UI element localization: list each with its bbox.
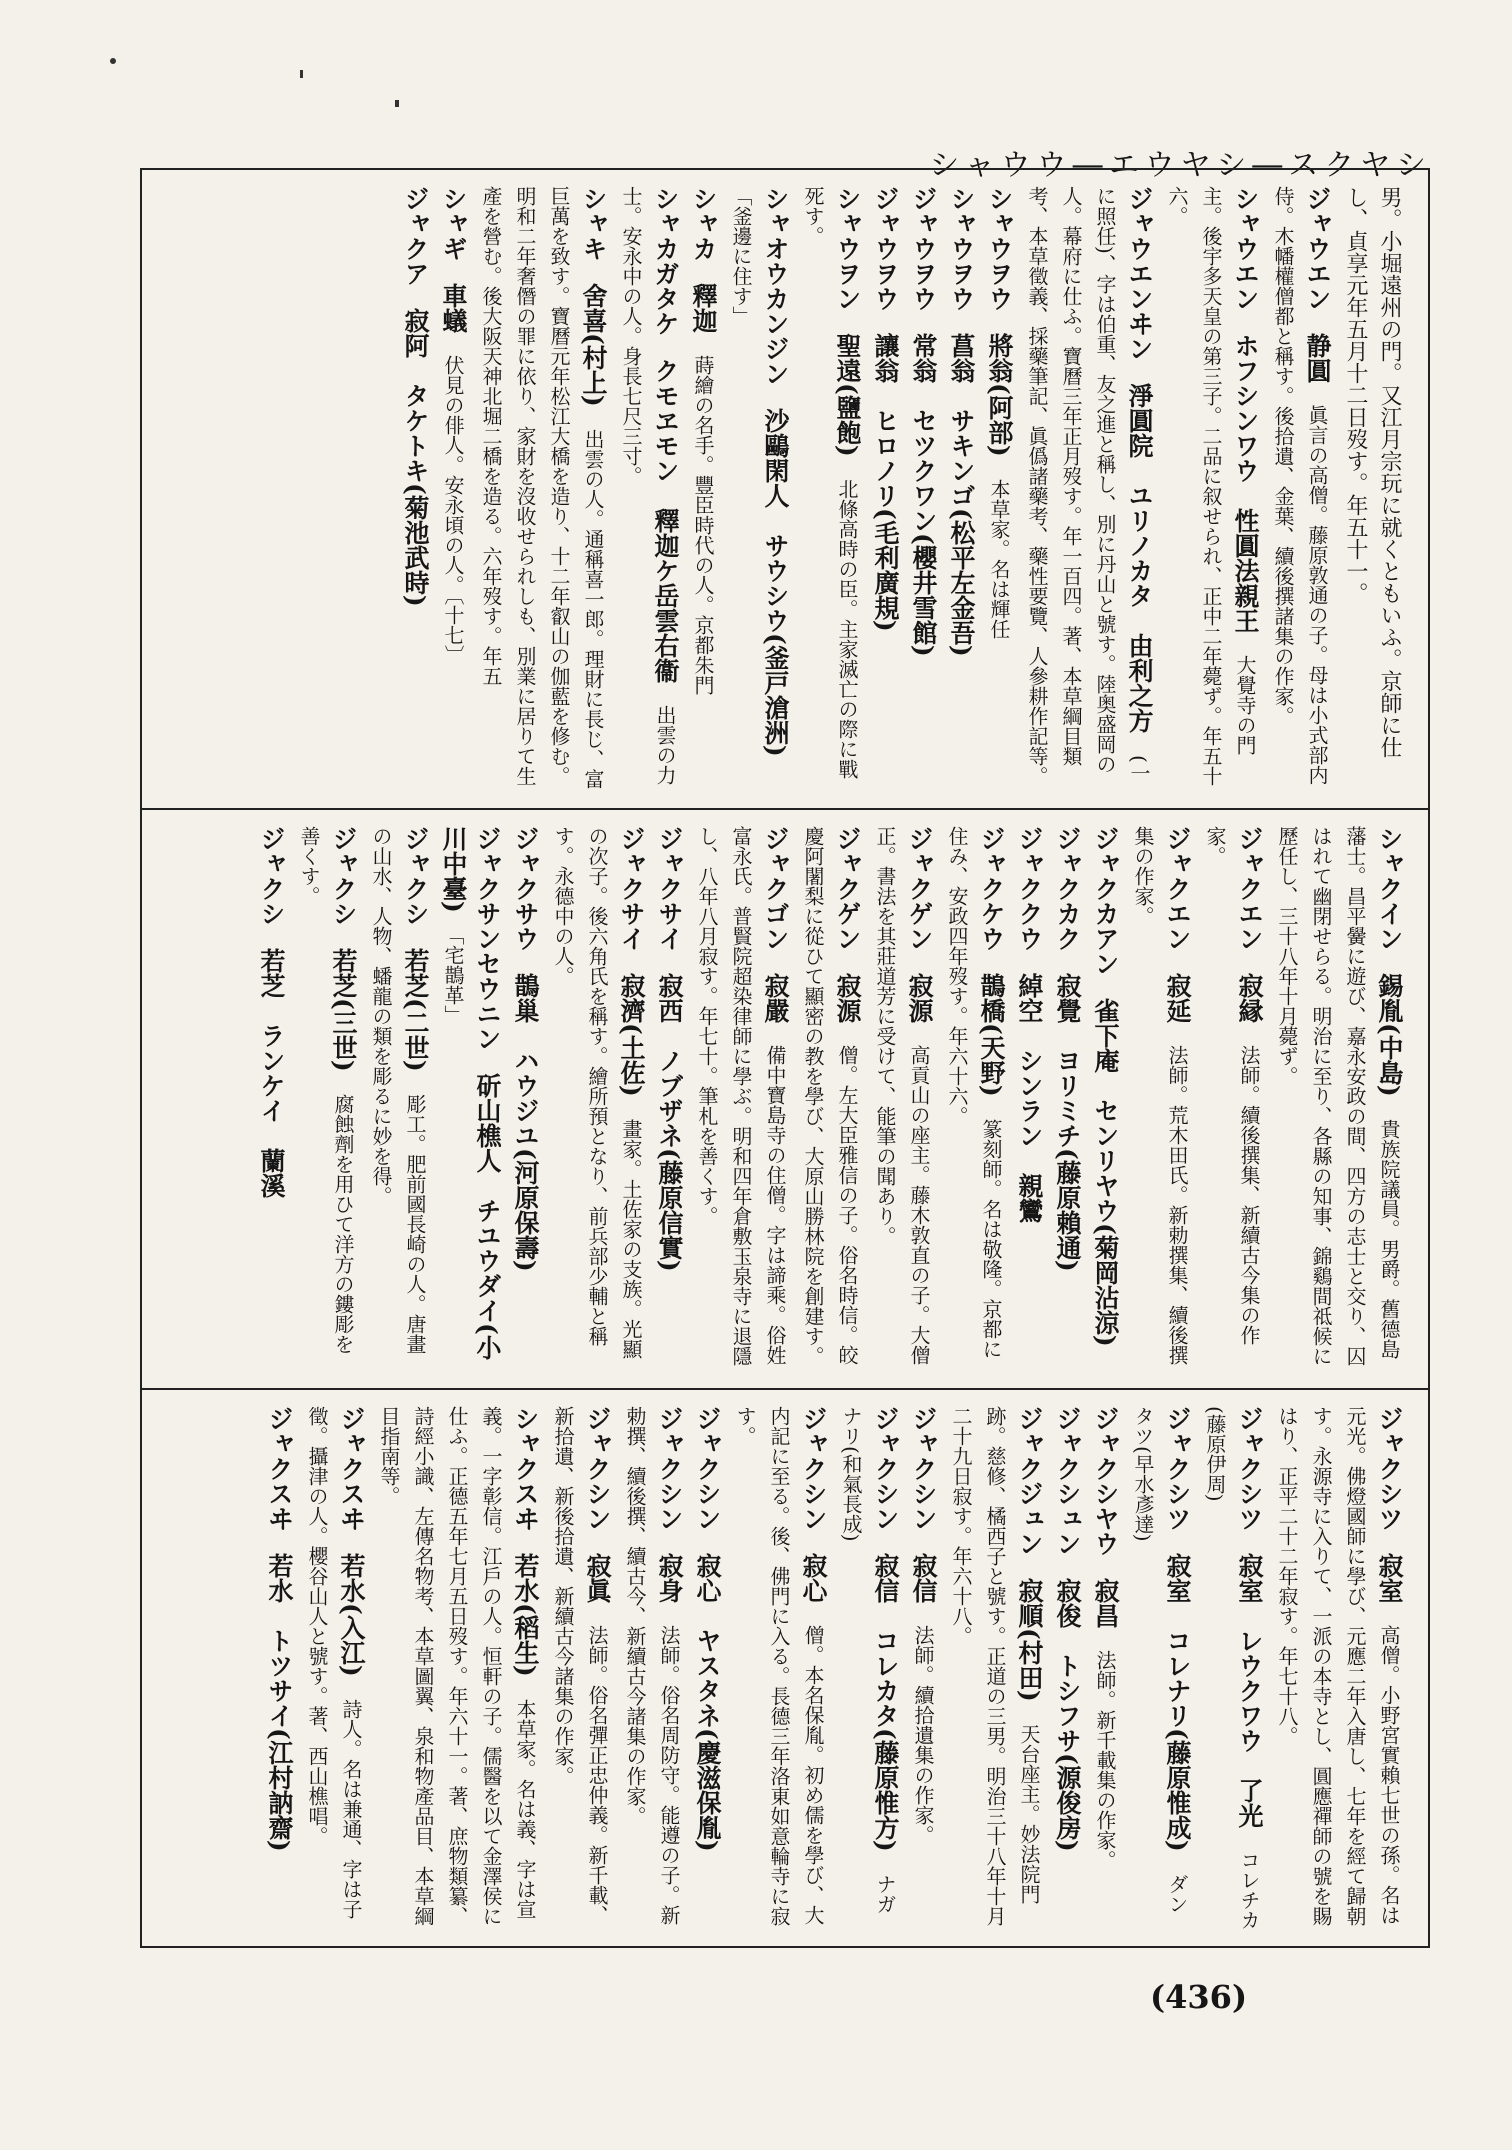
dictionary-entry: [1088, 826, 1122, 1372]
entry-head: ジャクシ: [257, 826, 286, 926]
dictionary-entry: [1266, 186, 1334, 792]
entry-note: 貴族院議員。男爵。舊德島藩士。昌平黌に遊び、嘉永安政の間、四方の志士と交り、囚はれて幽閉せらる。明治に至り、各縣の知事、錦鷄間祗候に歷任し、三十八年十月薨ず。: [1275, 826, 1401, 1366]
entry-head: シャクイン: [1375, 826, 1404, 951]
entry-note: ダンタツ(早水彥達): [1131, 1406, 1189, 1914]
dictionary-entry: [614, 186, 682, 792]
entry-name: 錫胤(中島): [1375, 973, 1404, 1097]
entry-note: 詩人。名は兼通、字は子徵。攝津の人。櫻谷山人と號す。著、西山樵唱。: [305, 1406, 363, 1919]
entry-head: シャギ: [439, 186, 468, 261]
entry-head: ジャクシヤウ: [1091, 1406, 1120, 1556]
entry-head: シャウヲウ: [947, 186, 976, 311]
entry-name: 綽空 シンラン 親鸞: [1015, 973, 1044, 1223]
entry-head: ジャウエン: [1303, 186, 1332, 311]
entry-head: シャカ: [689, 186, 718, 261]
entry-head: ジャクゲン: [833, 826, 862, 951]
entry-note: 高貢山の座主。藤木敦直の子。大僧正。書法を其莊道芳に受けて、能筆の聞あり。: [873, 826, 931, 1365]
text-band-top: [142, 170, 1428, 810]
dictionary-entry: [1198, 1406, 1266, 1930]
dictionary-entry: [868, 826, 936, 1372]
entry-name: 寂西 ノブザネ(藤原信實): [655, 973, 684, 1272]
entry-name: 釋迦: [689, 283, 718, 333]
entry-note: 法師。荒木田氏。新勅撰集、續後撰集の作家。: [1131, 826, 1189, 1365]
entry-head: ジャクシュン: [1053, 1406, 1082, 1556]
dictionary-entry: [1270, 1406, 1406, 1930]
dictionary-entry: [724, 186, 792, 792]
entry-name: 寂覺 ヨリミチ(藤原賴通): [1053, 973, 1082, 1272]
entry-head: ジャクシツ: [1235, 1406, 1264, 1531]
dictionary-entry: [474, 186, 610, 792]
entry-head: ジャクシツ: [1163, 1406, 1192, 1531]
entry-head: ジャウエンヰン: [1125, 186, 1154, 361]
dictionary-entry: [1126, 826, 1194, 1372]
dictionary-entry: [728, 1406, 830, 1930]
dictionary-entry: [398, 186, 432, 792]
entry-head: ジャウヲウ: [909, 186, 938, 311]
page-frame: [140, 168, 1430, 1948]
scan-speck: [110, 58, 116, 64]
entry-name: 聖遠(鹽飽): [833, 333, 862, 457]
entry-name: 車蟻: [439, 283, 468, 333]
dictionary-entry: [1020, 186, 1156, 792]
entry-note: 法師。俗名周防守。能遵の子。新勅撰、續後撰、續古今、新續古今諸集の作家。: [623, 1406, 681, 1925]
entry-head: ジャクシツ: [1375, 1406, 1404, 1531]
dictionary-entry: [546, 1406, 614, 1930]
entry-name: 寂昌: [1091, 1578, 1120, 1628]
dictionary-entry: [982, 186, 1016, 792]
entry-note: 本草家。名は義、字は宣義。一字彰信。江戶の人。恒軒の子。儒醫を以て金澤侯に仕ふ。正德五年七月五日歿す。年六十一。著、庶物類纂、詩經小識、左傳名物考、本草圖翼、泉和物產品目、本草綱目指南等。: [377, 1406, 537, 1926]
dictionary-entry: [686, 186, 720, 792]
entry-name: 舍喜(村上): [579, 283, 608, 407]
dictionary-entry: [1088, 1406, 1122, 1930]
entry-note: 出雲の人。通稱喜一郎。理財に長じ、富巨萬を致す。寶曆元年松江大橋を造り、十二年叡山の伽藍を修む。明和二年奢僭の罪に依り、家財を沒收せられしも、別業に居りて生產を營む。後大阪天神北堀二橋を造る。六年歿す。年五: [479, 186, 605, 789]
dictionary-entry: [254, 826, 288, 1372]
entry-name: 寂阿 タケトキ(菊池武時): [401, 308, 430, 607]
entry-name: 雀下庵 センリヤウ(菊岡沾涼): [1091, 998, 1120, 1347]
entry-note: 法師。續後撰集、新續古今集の作家。: [1203, 826, 1261, 1345]
entry-note: 本草家。名は輝任: [987, 478, 1011, 639]
entry-name: 寂心 ヤスタネ(慶滋保胤): [693, 1553, 722, 1852]
entry-note: 法師。新千載集の作家。: [1093, 1650, 1117, 1870]
entry-name: 寂信 コレカタ(藤原惟方): [871, 1553, 900, 1852]
dictionary-entry: [262, 1406, 296, 1930]
entry-head: シャウヲウ: [985, 186, 1014, 311]
entry-note: 僧。本名保胤。初め儒を學び、大内記に至る。後、佛門に入る。長德三年洛東如意輪寺に寂す。: [733, 1406, 825, 1926]
entry-name: 静圓: [1303, 333, 1332, 383]
entry-name: クモヱモン 釋迦ケ岳雲右衞: [651, 358, 680, 683]
dictionary-entry: [300, 1406, 368, 1930]
dictionary-entry: [508, 826, 542, 1372]
entry-note: 蒔繪の名手。豐臣時代の人。京都朱門: [691, 355, 715, 695]
entry-name: 寂心: [799, 1553, 828, 1603]
entry-name: 沙鷗閑人 サウシウ(釜戸滄洲): [761, 408, 790, 757]
entry-name: 若水(入江): [337, 1553, 366, 1677]
entry-head: ジャクカアン: [1091, 826, 1120, 976]
entry-head: ジャクエン: [1235, 826, 1264, 951]
entry-note: 備中寶島寺の住僧。字は諦乘。俗姓富永氏。普賢院超染律師に學ぶ。明和四年倉敷玉泉寺に退隱し、八年八月寂す。年七十。筆札を善くす。: [695, 826, 787, 1366]
dictionary-entry: [834, 1406, 902, 1930]
entry-name: 讓翁 ヒロノリ(毛利廣規): [871, 333, 900, 632]
entry-head: シャキ: [579, 186, 608, 261]
dictionary-entry: [906, 1406, 940, 1930]
dictionary-entry: [1012, 826, 1046, 1372]
entry-head: ジャクカク: [1053, 826, 1082, 951]
entry-head: ジャウヲウ: [871, 186, 900, 311]
entry-head: ジャクサンセウニン: [473, 826, 502, 1051]
dictionary-entry: [944, 1406, 1046, 1930]
entry-note: ナガナリ(和氣長成): [839, 1406, 897, 1914]
entry-head: ジャクシン: [583, 1406, 612, 1531]
dictionary-entry: [1160, 186, 1262, 792]
entry-name: 將翁(阿部): [985, 333, 1014, 457]
entry-name: 寂俊 トシフサ(源俊房): [1053, 1578, 1082, 1852]
entry-note: (一に照任)、字は伯重、友之進と稱し、別に丹山と號す。陸奥盛岡の人。幕府に仕ふ。寶曆三年正月歿す。年一百四。著、本草綱目類考、本草徵義、採藥筆記、眞僞諸藥考、藥性要覽、人參耕作記等。: [1025, 186, 1151, 786]
dictionary-entry: [940, 826, 1008, 1372]
dictionary-entry: [292, 826, 360, 1372]
text-band-bottom: [142, 1390, 1428, 1946]
entry-name: 寂嚴: [761, 973, 790, 1023]
entry-head: シャウエン: [1231, 186, 1260, 311]
entry-head: シャクスヰ: [511, 1406, 540, 1531]
entry-name: 寂室 コレナリ(藤原惟成): [1163, 1553, 1192, 1852]
entry-head: ジャクケウ: [977, 826, 1006, 951]
dictionary-entry: [652, 826, 686, 1372]
entry-note: 彫工。肥前國長崎の人。唐畫の山水、人物、蟠龍の類を彫るに妙を得。: [369, 826, 427, 1354]
entry-name: 若水(稻生): [511, 1553, 540, 1677]
dictionary-entry: [690, 826, 792, 1372]
entry-head: ジャクシ: [329, 826, 358, 926]
entry-note: 眞言の高僧。藤原敦通の子。母は小式部内侍。木幡權僧都と稱す。後拾遺、金葉、續後撰諸集の作家。: [1271, 186, 1329, 785]
entry-name: 斫山樵人 チユウダイ(小川中臺): [439, 826, 502, 1360]
dictionary-entry: [1050, 1406, 1084, 1930]
dictionary-entry: [372, 1406, 542, 1930]
entry-name: 寂源: [833, 973, 862, 1023]
entry-head: ジャクサイ: [617, 826, 646, 951]
entry-head: ジャクア: [401, 186, 430, 286]
entry-name: 寂室 レウクワウ 了光: [1235, 1553, 1264, 1828]
entry-head: ジャクシン: [655, 1406, 684, 1531]
entry-head: シャウヲン: [833, 186, 862, 311]
entry-name: 鵲橋(天野): [977, 973, 1006, 1097]
entry-name: 若芝(三世): [329, 948, 358, 1072]
dictionary-entry: [436, 186, 470, 792]
entry-note: 伏見の俳人。安永頃の人。〔十七〕: [441, 355, 465, 665]
dictionary-entry: [436, 826, 504, 1372]
page-number: (436): [1150, 1978, 1248, 2016]
entry-name: 若芝(二世): [401, 948, 430, 1072]
entry-name: 寂眞: [583, 1553, 612, 1603]
entry-name: 若芝 ランケイ 蘭溪: [257, 948, 286, 1198]
entry-head: ジャクスヰ: [265, 1406, 294, 1531]
entry-note: 北條高時の臣。主家滅亡の際に戰死す。: [801, 186, 859, 779]
entry-note: 腐蝕劑を用ひて洋方の鏤彫を善くす。: [297, 826, 355, 1354]
dictionary-entry: [1198, 826, 1266, 1372]
entry-name: 常翁 セツクワン(櫻井雪館): [909, 333, 938, 657]
dictionary-entry: [1338, 186, 1406, 792]
entry-note: 大覺寺の門主。後宇多天皇の第三子。二品に叙せられ、正中二年薨ず。年五十六。: [1165, 186, 1257, 786]
entry-name: 寂源: [905, 973, 934, 1023]
entry-head: シャオウカンジン: [761, 186, 790, 386]
dictionary-entry: [1270, 826, 1406, 1372]
dictionary-entry: [906, 186, 940, 792]
entry-note: 畫家。土佐家の支族。光顯の次子。後六角氏を稱す。繪所預となり、前兵部少輔と稱す。永德中の人。: [551, 826, 643, 1359]
entry-head: ジャクジュン: [1015, 1406, 1044, 1556]
entry-note: 天台座主。妙法院門跡。慈修、橘西子と號す。正道の三男。明治三十八年十月二十九日寂す。年六十八。: [949, 1406, 1041, 1926]
dictionary-entry: [944, 186, 978, 792]
entry-note: 法師。續拾遺集の作家。: [911, 1625, 935, 1845]
dictionary-entry: [1126, 1406, 1194, 1930]
entry-note: 法師。俗名彈正忠仲義。新千載、新拾遺、新後拾遺、新續古今諸集の作家。: [551, 1406, 609, 1925]
entry-name: 鵲巢 ハウジユ(河原保壽): [511, 973, 540, 1272]
entry-head: シャカガタケ: [651, 186, 680, 336]
entry-head: ジャクシ: [401, 826, 430, 926]
entry-note: 僧。左大臣雅信の子。俗名時信。皎慶阿闍梨に從ひて顯密の教を學び、大原山勝林院を創建す。: [801, 826, 859, 1366]
entry-head: ジャクエン: [1163, 826, 1192, 951]
entry-head: ジャクゲン: [905, 826, 934, 951]
entry-head: ジャクサウ: [511, 826, 540, 951]
dictionary-entry: [868, 186, 902, 792]
entry-note: 高僧。小野宮實賴七世の孫。名は元光。佛燈國師に學び、元應二年入唐し、七年を經て歸朝す。永源寺に入りて、一派の本寺とし、圓應禪師の號を賜はり、正平二十二年寂す。年七十八。: [1275, 1406, 1401, 1926]
entry-name: 寂延: [1163, 973, 1192, 1023]
dictionary-entry: [1050, 826, 1084, 1372]
entry-name: ホフシンワウ 性圓法親王: [1231, 333, 1260, 633]
entry-text: 男。小堀遠州の門。又江月宗玩に就くともいふ。京師に仕し、貞享元年五月十二日歿す。年五十一。: [1343, 186, 1402, 758]
entry-note: 出雲の力士。安永中の人。身長七尺三寸。: [619, 186, 677, 785]
entry-name: 寂濟(土佐): [617, 973, 646, 1097]
entry-head: ジャクゴン: [761, 826, 790, 951]
entry-head: ジャクシン: [799, 1406, 828, 1531]
entry-head: ジャクサイ: [655, 826, 684, 951]
entry-note: 「釜邊に住す」: [729, 186, 753, 326]
dictionary-entry: [796, 826, 864, 1372]
entry-name: 寂順(村田): [1015, 1578, 1044, 1702]
entry-name: 菖翁 サキンゴ(松平左金吾): [947, 333, 976, 657]
entry-note: 「宅鵲革」: [441, 934, 465, 1025]
running-head: シャウウ―エウヤシ―スクヤシ: [929, 148, 1432, 183]
entry-name: 淨圓院 ユリノカタ 由利之方: [1125, 383, 1154, 733]
entry-head: ジャククウ: [1015, 826, 1044, 951]
entry-name: 寂信: [909, 1553, 938, 1603]
dictionary-entry: [546, 826, 648, 1372]
dictionary-entry: [364, 826, 432, 1372]
text-band-middle: [142, 810, 1428, 1390]
entry-note: コレチカ(藤原伊周): [1203, 1406, 1261, 1930]
entry-head: ジャクシン: [909, 1406, 938, 1531]
entry-note: 篆刻師。名は敬隆。京都に住み、安政四年歿す。年六十六。: [945, 826, 1003, 1359]
entry-name: 寂縁: [1235, 973, 1264, 1023]
dictionary-entry: [618, 1406, 686, 1930]
entry-name: 寂室: [1375, 1553, 1404, 1603]
entry-name: 若水 トツサイ(江村訥齋): [265, 1553, 294, 1852]
entry-name: 寂身: [655, 1553, 684, 1603]
dictionary-entry: [690, 1406, 724, 1930]
entry-head: ジャクスヰ: [337, 1406, 366, 1531]
entry-head: ジャクシン: [693, 1406, 722, 1531]
scan-speck: [395, 100, 399, 107]
dictionary-entry: [796, 186, 864, 792]
entry-head: ジャクシン: [871, 1406, 900, 1531]
scan-speck: [300, 70, 303, 78]
